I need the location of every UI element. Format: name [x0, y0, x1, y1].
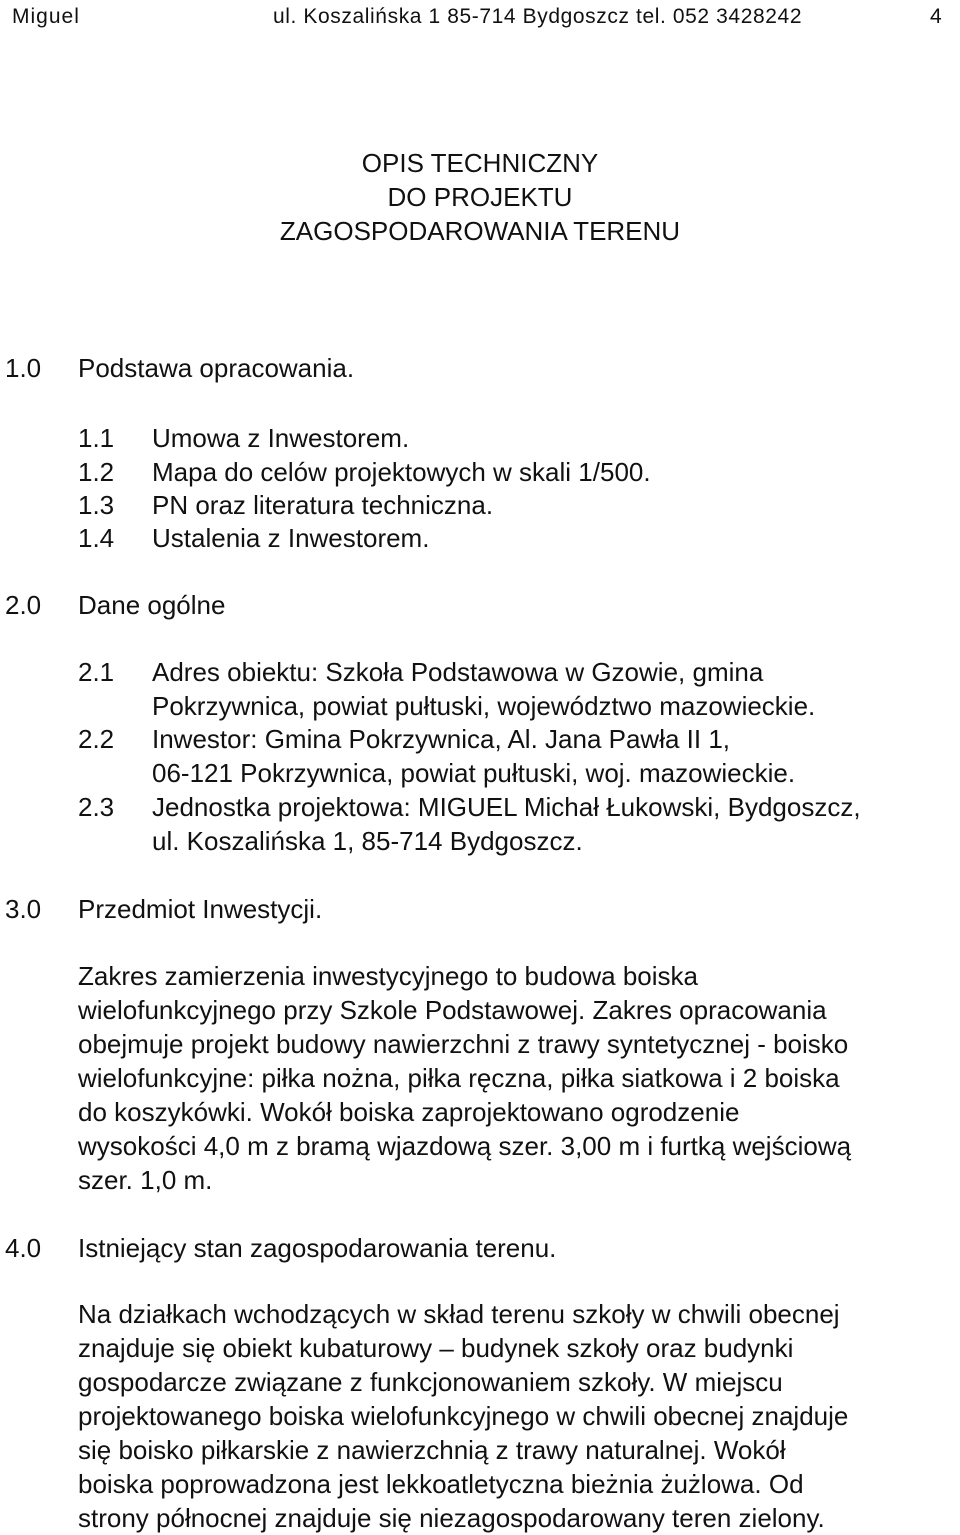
company-address: ul. Koszalińska 1 85-714 Bydgoszcz tel. 052 3428242 — [273, 5, 803, 28]
paragraph-line: się boisko piłkarskie z nawierzchnią z trawy naturalnej. Wokół — [78, 1435, 786, 1465]
paragraph-line: boiska poprowadzona jest lekkoatletyczna bieżnia żużlowa. Od — [78, 1469, 804, 1499]
section-title: Podstawa opracowania. — [78, 353, 355, 383]
item-text: ul. Koszalińska 1, 85-714 Bydgoszcz. — [152, 826, 583, 856]
item-text: Umowa z Inwestorem. — [152, 423, 410, 453]
item-number: 2.3 — [78, 792, 115, 822]
item-text: 06-121 Pokrzywnica, powiat pułtuski, woj. mazowieckie. — [152, 758, 796, 788]
document-title — [0, 146, 960, 248]
paragraph-line: szer. 1,0 m. — [78, 1165, 213, 1195]
section-number: 2.0 — [5, 590, 42, 620]
title-line: ZAGOSPODAROWANIA TERENU — [279, 216, 681, 246]
section-number: 3.0 — [5, 894, 42, 924]
paragraph-line: znajduje się obiekt kubaturowy – budynek szkoły oraz budynki — [78, 1333, 794, 1363]
item-text: Mapa do celów projektowych w skali 1/500. — [152, 457, 651, 487]
item-text: Ustalenia z Inwestorem. — [152, 523, 430, 553]
section-number: 4.0 — [5, 1233, 42, 1263]
paragraph-line: Na działkach wchodzących w skład terenu szkoły w chwili obecnej — [78, 1299, 840, 1329]
item-number: 2.2 — [78, 724, 115, 754]
item-text: Jednostka projektowa: MIGUEL Michał Łukowski, Bydgoszcz, — [152, 792, 861, 822]
paragraph-line: obejmuje projekt budowy nawierzchni z trawy syntetycznej - boisko — [78, 1029, 849, 1059]
title-line: OPIS TECHNICZNY — [361, 148, 599, 178]
paragraph-line: Zakres zamierzenia inwestycyjnego to budowa boiska — [78, 961, 698, 991]
item-number: 1.4 — [78, 523, 115, 553]
item-number: 2.1 — [78, 657, 115, 687]
page-header — [0, 2, 960, 32]
item-text: Pokrzywnica, powiat pułtuski, województwo mazowieckie. — [152, 691, 816, 721]
section-title: Istniejący stan zagospodarowania terenu. — [78, 1233, 557, 1263]
item-text: Inwestor: Gmina Pokrzywnica, Al. Jana Pawła II 1, — [152, 724, 731, 754]
paragraph-line: gospodarcze związane z funkcjonowaniem szkoły. W miejscu — [78, 1367, 783, 1397]
section-paragraph — [78, 1297, 958, 1535]
company-name: Miguel — [12, 5, 80, 28]
item-number: 1.3 — [78, 490, 115, 520]
paragraph-line: projektowanego boiska wielofunkcyjnego w chwili obecnej znajduje — [78, 1401, 849, 1431]
page-number: 4 — [930, 5, 943, 28]
section-paragraph — [78, 959, 958, 1197]
paragraph-line: wielofunkcyjnego przy Szkole Podstawowej. Zakres opracowania — [78, 995, 827, 1025]
section-number: 1.0 — [5, 353, 42, 383]
paragraph-line: strony północnej znajduje się niezagospodarowany teren zielony. — [78, 1503, 825, 1533]
item-number: 1.1 — [78, 423, 115, 453]
item-number: 1.2 — [78, 457, 115, 487]
title-line: DO PROJEKTU — [387, 182, 573, 212]
item-text: PN oraz literatura techniczna. — [152, 490, 494, 520]
paragraph-line: do koszykówki. Wokół boiska zaprojektowano ogrodzenie — [78, 1097, 740, 1127]
paragraph-line: wysokości 4,0 m z bramą wjazdową szer. 3,00 m i furtką wejściową — [78, 1131, 852, 1161]
item-text: Adres obiektu: Szkoła Podstawowa w Gzowie, gmina — [152, 657, 764, 687]
section-title: Dane ogólne — [78, 590, 226, 620]
section-title: Przedmiot Inwestycji. — [78, 894, 323, 924]
paragraph-line: wielofunkcyjne: piłka nożna, piłka ręczna, piłka siatkowa i 2 boiska — [78, 1063, 840, 1093]
